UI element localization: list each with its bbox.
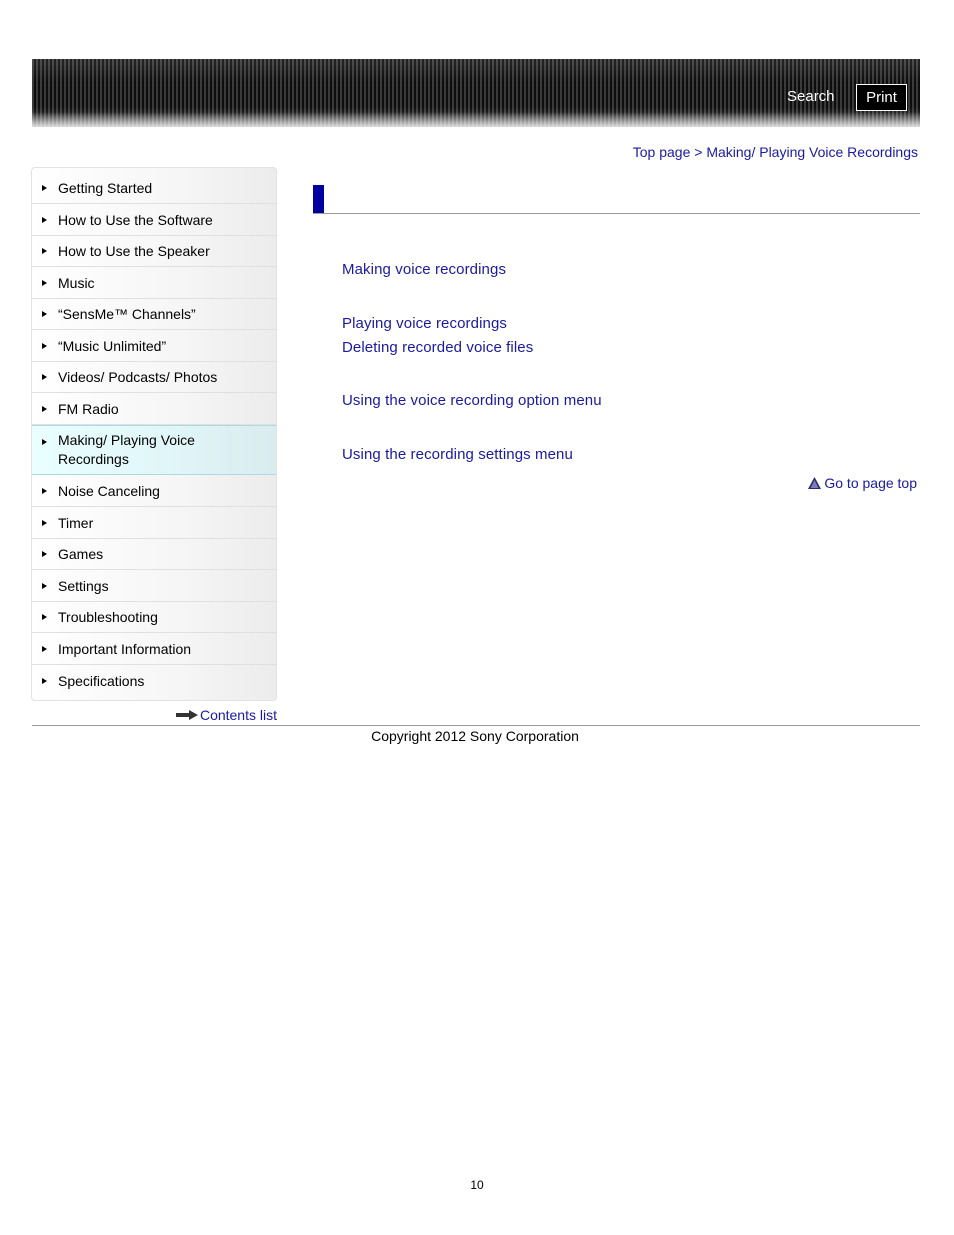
sidebar-item-label: Troubleshooting	[58, 609, 158, 625]
search-link[interactable]: Search	[787, 88, 835, 105]
header-fade	[32, 112, 920, 128]
arrow-right-icon	[42, 374, 47, 380]
arrow-right-icon	[42, 520, 47, 526]
sidebar-item-noise-canceling[interactable]	[32, 475, 276, 507]
arrow-right-icon	[42, 406, 47, 412]
sidebar-item-videos-podcasts-photos[interactable]	[32, 362, 276, 393]
sidebar-item-getting-started[interactable]	[32, 172, 276, 204]
sidebar-item-label: How to Use the Speaker	[58, 243, 210, 259]
arrow-right-icon	[42, 280, 47, 286]
sidebar-item-sensme-channels[interactable]	[32, 299, 276, 330]
sidebar-item-label: “Music Unlimited”	[58, 337, 167, 354]
arrow-right-icon	[176, 710, 198, 720]
arrow-right-icon	[42, 583, 47, 589]
breadcrumb-current-link[interactable]: Making/ Playing Voice Recordings	[706, 144, 918, 160]
go-to-page-top-label: Go to page top	[824, 475, 917, 491]
copyright-text: Copyright 2012 Sony Corporation	[371, 728, 579, 744]
sidebar-item-specifications[interactable]	[32, 665, 276, 697]
sidebar-item-settings[interactable]	[32, 570, 276, 602]
arrow-right-icon	[42, 551, 47, 557]
sidebar-item-troubleshooting[interactable]	[32, 602, 276, 633]
arrow-right-icon	[42, 217, 47, 223]
triangle-up-icon	[808, 477, 821, 489]
playing-voice-recordings-link[interactable]: Playing voice recordings	[342, 315, 507, 332]
sidebar-item-label: Settings	[58, 577, 109, 594]
arrow-right-icon	[42, 614, 47, 620]
go-to-page-top-link[interactable]	[808, 475, 917, 491]
sidebar-item-important-information[interactable]	[32, 633, 276, 665]
sidebar-item-how-to-use-speaker[interactable]	[32, 236, 276, 267]
arrow-right-icon	[42, 439, 47, 445]
sidebar-item-label: Making/ Playing Voice Recordings	[58, 432, 195, 467]
contents-list-link[interactable]	[176, 707, 277, 723]
sidebar-item-label: Specifications	[58, 673, 145, 689]
recording-settings-menu-link[interactable]: Using the recording settings menu	[342, 446, 573, 463]
sidebar-item-label: How to Use the Software	[58, 211, 213, 228]
sidebar-item-label: Videos/ Podcasts/ Photos	[58, 369, 218, 385]
sidebar-item-label: Games	[58, 546, 104, 562]
sidebar-item-games[interactable]	[32, 539, 276, 570]
sidebar-item-label: Timer	[58, 514, 94, 531]
sidebar-item-label: Important Information	[58, 640, 192, 657]
arrow-right-icon	[42, 678, 47, 684]
arrow-right-icon	[42, 646, 47, 652]
sidebar-item-timer[interactable]	[32, 507, 276, 539]
breadcrumb	[633, 144, 918, 160]
arrow-right-icon	[42, 248, 47, 254]
voice-recording-option-menu-link[interactable]: Using the voice recording option menu	[342, 392, 602, 409]
sidebar-item-music-unlimited[interactable]	[32, 330, 276, 362]
footer-rule	[32, 725, 920, 726]
page-number: 10	[470, 1178, 484, 1192]
sidebar-item-label: “SensMe™ Channels”	[58, 306, 196, 322]
page-title-marker	[313, 185, 324, 214]
arrow-right-icon	[42, 488, 47, 494]
making-voice-recordings-link[interactable]: Making voice recordings	[342, 261, 507, 278]
breadcrumb-separator: >	[694, 144, 703, 160]
arrow-right-icon	[42, 185, 47, 191]
sidebar-item-label: Getting Started	[58, 179, 153, 196]
sidebar-item-label: Music	[58, 274, 95, 291]
sidebar-item-how-to-use-software[interactable]	[32, 204, 276, 236]
page-title-rule	[313, 213, 920, 214]
sidebar-item-label: Noise Canceling	[58, 482, 160, 499]
breadcrumb-top-page-link[interactable]: Top page	[632, 144, 691, 160]
deleting-recorded-voice-files-link[interactable]: Deleting recorded voice files	[342, 339, 534, 356]
sidebar-item-label: FM Radio	[58, 400, 119, 417]
sidebar-item-fm-radio[interactable]	[32, 393, 276, 425]
sidebar-nav	[31, 167, 277, 701]
contents-list-label: Contents list	[199, 707, 277, 723]
sidebar-item-making-playing-voice-recordings[interactable]	[31, 425, 277, 475]
arrow-right-icon	[42, 343, 47, 349]
arrow-right-icon	[42, 311, 47, 317]
print-button[interactable]: Print	[856, 84, 907, 111]
sidebar-item-music[interactable]	[32, 267, 276, 299]
